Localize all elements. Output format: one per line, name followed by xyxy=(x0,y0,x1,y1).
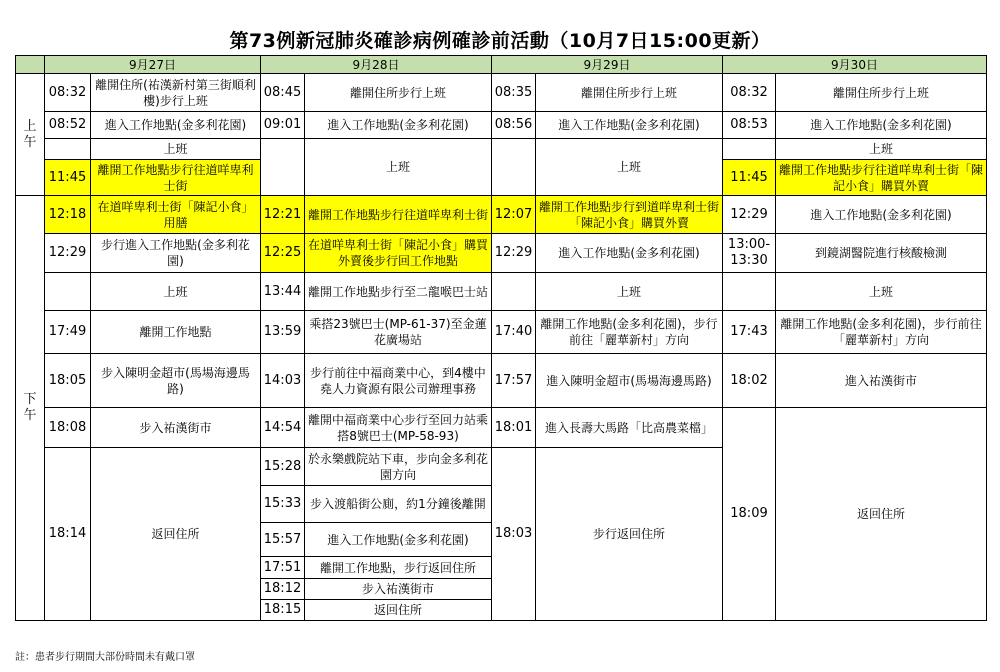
activity-cell: 離開工作地點步行至二龍喉巴士站 xyxy=(305,273,492,311)
time-cell: 08:56 xyxy=(492,112,536,139)
activity-cell: 上班 xyxy=(776,139,987,160)
activity-cell: 上班 xyxy=(91,139,261,160)
time-cell xyxy=(45,273,91,311)
activity-cell: 離開住所(祐漢新村第三街順利樓)步行上班 xyxy=(91,74,261,112)
activity-cell: 返回住所 xyxy=(305,600,492,621)
time-cell: 18:14 xyxy=(45,448,91,621)
time-cell: 15:33 xyxy=(261,486,305,523)
table-row xyxy=(16,408,987,448)
time-cell-highlighted: 11:45 xyxy=(723,160,776,196)
activity-cell-highlighted: 離開工作地點步行到道咩卑利士街「陳記小食」購買外賣 xyxy=(536,196,723,234)
day-header: 9月28日 xyxy=(261,56,492,74)
time-cell-highlighted: 11:45 xyxy=(45,160,91,196)
time-cell: 17:40 xyxy=(492,311,536,354)
time-cell xyxy=(492,139,536,196)
table-row xyxy=(16,311,987,354)
activity-cell: 上班 xyxy=(305,139,492,196)
activity-table xyxy=(15,55,987,621)
time-cell: 13:59 xyxy=(261,311,305,354)
time-cell: 18:01 xyxy=(492,408,536,448)
activity-cell: 進入祐漢街市 xyxy=(776,354,987,408)
activity-cell: 步行前往中福商業中心，到4樓中堯人力資源有限公司辦理事務 xyxy=(305,354,492,408)
activity-cell: 步入祐漢街市 xyxy=(91,408,261,448)
activity-cell: 返回住所 xyxy=(91,448,261,621)
activity-cell: 進入工作地點(金多利花園) xyxy=(305,523,492,557)
time-cell: 18:09 xyxy=(723,408,776,621)
time-cell xyxy=(723,273,776,311)
activity-cell: 進入長壽大馬路「比高農菜檔」 xyxy=(536,408,723,448)
time-cell: 12:29 xyxy=(45,234,91,273)
time-cell: 18:08 xyxy=(45,408,91,448)
day-header: 9月27日 xyxy=(45,56,261,74)
activity-cell: 到鏡湖醫院進行核酸檢測 xyxy=(776,234,987,273)
activity-cell: 返回住所 xyxy=(776,408,987,621)
activity-cell: 上班 xyxy=(536,273,723,311)
time-cell: 18:12 xyxy=(261,579,305,600)
activity-cell-highlighted: 離開工作地點步行往道咩卑利士街 xyxy=(91,160,261,196)
time-cell: 14:54 xyxy=(261,408,305,448)
activity-cell: 步行進入工作地點(金多利花園) xyxy=(91,234,261,273)
time-cell: 08:32 xyxy=(723,74,776,112)
header-blank xyxy=(16,56,45,74)
activity-cell: 進入工作地點(金多利花園) xyxy=(305,112,492,139)
time-cell: 15:28 xyxy=(261,448,305,486)
table-row xyxy=(16,354,987,408)
time-cell: 13:44 xyxy=(261,273,305,311)
time-cell xyxy=(261,139,305,196)
time-cell: 08:53 xyxy=(723,112,776,139)
activity-cell: 上班 xyxy=(776,273,987,311)
time-cell: 18:15 xyxy=(261,600,305,621)
time-cell-highlighted: 12:21 xyxy=(261,196,305,234)
table-row xyxy=(16,74,987,112)
table-row xyxy=(16,273,987,311)
time-cell-highlighted: 12:18 xyxy=(45,196,91,234)
activity-cell: 進入工作地點(金多利花園) xyxy=(536,112,723,139)
period-label-afternoon: 下 午 xyxy=(16,196,45,621)
activity-cell-highlighted: 離開工作地點步行往道咩卑利士街「陳記小食」購買外賣 xyxy=(776,160,987,196)
time-cell: 15:57 xyxy=(261,523,305,557)
activity-cell: 上班 xyxy=(536,139,723,196)
time-cell-highlighted: 12:25 xyxy=(261,234,305,273)
activity-cell: 進入工作地點(金多利花園) xyxy=(536,234,723,273)
table-row xyxy=(16,234,987,273)
activity-cell: 進入陳明金超市(馬場海邊馬路) xyxy=(536,354,723,408)
time-cell: 08:52 xyxy=(45,112,91,139)
table-row xyxy=(16,139,987,160)
activity-cell: 離開工作地點，步行返回住所 xyxy=(305,557,492,579)
table-header-row xyxy=(16,56,987,74)
time-cell: 12:29 xyxy=(492,234,536,273)
activity-cell-highlighted: 在道咩卑利士街「陳記小食」購買外賣後步行回工作地點 xyxy=(305,234,492,273)
activity-cell: 進入工作地點(金多利花園) xyxy=(776,112,987,139)
table-row xyxy=(16,196,987,234)
table-row xyxy=(16,112,987,139)
day-header: 9月29日 xyxy=(492,56,723,74)
period-label-morning: 上 午 xyxy=(16,74,45,196)
activity-cell: 步入陳明金超市(馬場海邊馬路) xyxy=(91,354,261,408)
time-cell: 08:32 xyxy=(45,74,91,112)
activity-cell-highlighted: 在道咩卑利士街「陳記小食」用膳 xyxy=(91,196,261,234)
page-title: 第73例新冠肺炎確診病例確診前活動（10月7日15:00更新） xyxy=(229,30,771,52)
time-cell: 13:00- 13:30 xyxy=(723,234,776,273)
activity-cell: 離開工作地點(金多利花園)，步行前往「麗華新村」方向 xyxy=(776,311,987,354)
time-cell xyxy=(45,139,91,160)
activity-cell: 步入渡船街公廁，約1分鐘後離開 xyxy=(305,486,492,523)
activity-cell: 離開住所步行上班 xyxy=(305,74,492,112)
time-cell: 12:29 xyxy=(723,196,776,234)
activity-cell: 離開中福商業中心步行至回力站乘搭8號巴士(MP-58-93) xyxy=(305,408,492,448)
activity-cell: 進入工作地點(金多利花園) xyxy=(776,196,987,234)
activity-cell: 於永樂戲院站下車，步向金多利花園方向 xyxy=(305,448,492,486)
day-header: 9月30日 xyxy=(723,56,987,74)
time-cell xyxy=(723,139,776,160)
time-cell: 17:49 xyxy=(45,311,91,354)
time-cell: 17:43 xyxy=(723,311,776,354)
time-cell: 17:51 xyxy=(261,557,305,579)
time-cell: 18:02 xyxy=(723,354,776,408)
time-cell: 18:05 xyxy=(45,354,91,408)
time-cell xyxy=(492,273,536,311)
time-cell: 17:57 xyxy=(492,354,536,408)
time-cell: 14:03 xyxy=(261,354,305,408)
activity-cell: 進入工作地點(金多利花園) xyxy=(91,112,261,139)
time-cell: 08:45 xyxy=(261,74,305,112)
activity-cell: 步入祐漢街市 xyxy=(305,579,492,600)
activity-cell: 離開住所步行上班 xyxy=(536,74,723,112)
activity-cell: 離開工作地點(金多利花園)，步行前往「麗華新村」方向 xyxy=(536,311,723,354)
footnote: 註：患者步行期間大部份時間未有戴口罩 xyxy=(15,652,195,663)
time-cell: 09:01 xyxy=(261,112,305,139)
activity-cell: 離開住所步行上班 xyxy=(776,74,987,112)
time-cell: 08:35 xyxy=(492,74,536,112)
time-cell-highlighted: 12:07 xyxy=(492,196,536,234)
activity-cell: 乘搭23號巴士(MP-61-37)至金蓮花廣場站 xyxy=(305,311,492,354)
activity-cell: 步行返回住所 xyxy=(536,448,723,621)
time-cell: 18:03 xyxy=(492,448,536,621)
activity-cell: 離開工作地點 xyxy=(91,311,261,354)
activity-cell-highlighted: 離開工作地點步行往道咩卑利士街 xyxy=(305,196,492,234)
activity-cell: 上班 xyxy=(91,273,261,311)
